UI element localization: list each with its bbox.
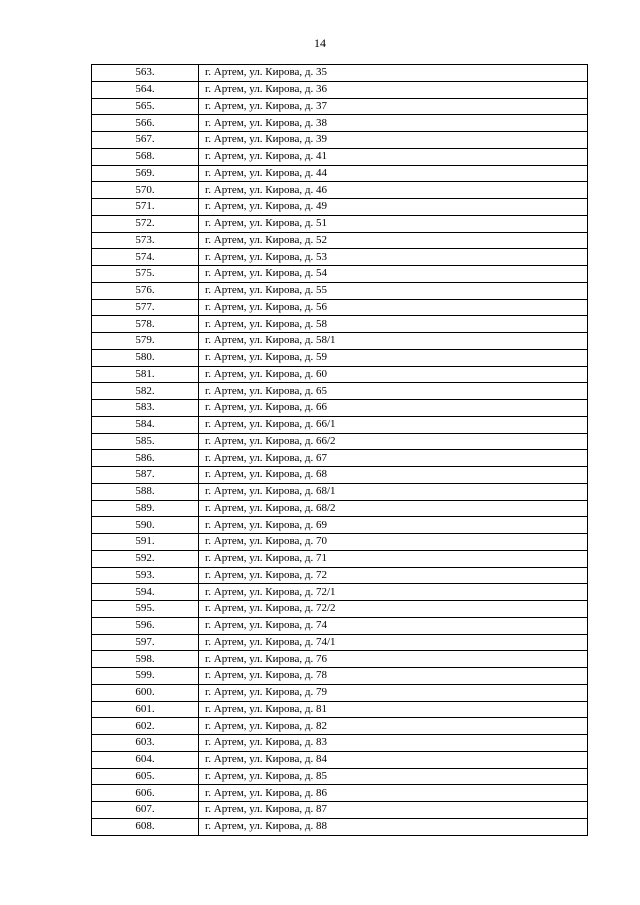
row-number-cell: 576.: [92, 282, 199, 299]
row-number-cell: 605.: [92, 768, 199, 785]
address-cell: г. Артем, ул. Кирова, д. 38: [199, 115, 588, 132]
row-number-cell: 586.: [92, 450, 199, 467]
address-table-body: [92, 65, 588, 836]
table-row: [92, 165, 588, 182]
row-number-cell: 564.: [92, 81, 199, 98]
address-cell: г. Артем, ул. Кирова, д. 44: [199, 165, 588, 182]
address-cell: г. Артем, ул. Кирова, д. 67: [199, 450, 588, 467]
row-number-cell: 604.: [92, 751, 199, 768]
table-row: [92, 483, 588, 500]
row-number-cell: 565.: [92, 98, 199, 115]
address-cell: г. Артем, ул. Кирова, д. 36: [199, 81, 588, 98]
table-row: [92, 115, 588, 132]
table-row: [92, 416, 588, 433]
row-number-cell: 563.: [92, 65, 199, 82]
address-cell: г. Артем, ул. Кирова, д. 56: [199, 299, 588, 316]
page-number: 14: [314, 36, 326, 50]
address-cell: г. Артем, ул. Кирова, д. 72: [199, 567, 588, 584]
address-cell: г. Артем, ул. Кирова, д. 58/1: [199, 333, 588, 350]
address-cell: г. Артем, ул. Кирова, д. 68: [199, 467, 588, 484]
table-row: [92, 400, 588, 417]
address-cell: г. Артем, ул. Кирова, д. 88: [199, 818, 588, 835]
address-cell: г. Артем, ул. Кирова, д. 54: [199, 266, 588, 283]
row-number-cell: 578.: [92, 316, 199, 333]
row-number-cell: 571.: [92, 199, 199, 216]
row-number-cell: 589.: [92, 500, 199, 517]
address-cell: г. Артем, ул. Кирова, д. 35: [199, 65, 588, 82]
table-row: [92, 768, 588, 785]
row-number-cell: 573.: [92, 232, 199, 249]
table-row: [92, 818, 588, 835]
row-number-cell: 569.: [92, 165, 199, 182]
table-row: [92, 701, 588, 718]
address-cell: г. Артем, ул. Кирова, д. 69: [199, 517, 588, 534]
address-cell: г. Артем, ул. Кирова, д. 86: [199, 785, 588, 802]
row-number-cell: 599.: [92, 668, 199, 685]
row-number-cell: 594.: [92, 584, 199, 601]
table-row: [92, 199, 588, 216]
address-cell: г. Артем, ул. Кирова, д. 85: [199, 768, 588, 785]
table-row: [92, 433, 588, 450]
table-row: [92, 601, 588, 618]
address-cell: г. Артем, ул. Кирова, д. 59: [199, 349, 588, 366]
table-row: [92, 299, 588, 316]
table-row: [92, 182, 588, 199]
address-cell: г. Артем, ул. Кирова, д. 66: [199, 400, 588, 417]
address-cell: г. Артем, ул. Кирова, д. 66/2: [199, 433, 588, 450]
row-number-cell: 580.: [92, 349, 199, 366]
row-number-cell: 588.: [92, 483, 199, 500]
table-row: [92, 668, 588, 685]
row-number-cell: 603.: [92, 735, 199, 752]
table-row: [92, 617, 588, 634]
table-row: [92, 349, 588, 366]
row-number-cell: 582.: [92, 383, 199, 400]
address-cell: г. Артем, ул. Кирова, д. 68/2: [199, 500, 588, 517]
table-row: [92, 467, 588, 484]
table-row: [92, 98, 588, 115]
table-row: [92, 550, 588, 567]
address-cell: г. Артем, ул. Кирова, д. 74/1: [199, 634, 588, 651]
table-row: [92, 333, 588, 350]
row-number-cell: 568.: [92, 148, 199, 165]
address-cell: г. Артем, ул. Кирова, д. 53: [199, 249, 588, 266]
table-row: [92, 316, 588, 333]
row-number-cell: 575.: [92, 266, 199, 283]
table-row: [92, 751, 588, 768]
row-number-cell: 597.: [92, 634, 199, 651]
table-row: [92, 684, 588, 701]
table-row: [92, 567, 588, 584]
row-number-cell: 592.: [92, 550, 199, 567]
row-number-cell: 583.: [92, 400, 199, 417]
row-number-cell: 598.: [92, 651, 199, 668]
table-row: [92, 148, 588, 165]
row-number-cell: 584.: [92, 416, 199, 433]
address-cell: г. Артем, ул. Кирова, д. 39: [199, 132, 588, 149]
address-cell: г. Артем, ул. Кирова, д. 72/2: [199, 601, 588, 618]
table-row: [92, 517, 588, 534]
table-row: [92, 366, 588, 383]
table-row: [92, 383, 588, 400]
address-cell: г. Артем, ул. Кирова, д. 52: [199, 232, 588, 249]
address-cell: г. Артем, ул. Кирова, д. 66/1: [199, 416, 588, 433]
address-cell: г. Артем, ул. Кирова, д. 81: [199, 701, 588, 718]
table-row: [92, 785, 588, 802]
row-number-cell: 572.: [92, 215, 199, 232]
row-number-cell: 566.: [92, 115, 199, 132]
row-number-cell: 600.: [92, 684, 199, 701]
address-cell: г. Артем, ул. Кирова, д. 37: [199, 98, 588, 115]
table-row: [92, 634, 588, 651]
address-cell: г. Артем, ул. Кирова, д. 71: [199, 550, 588, 567]
row-number-cell: 608.: [92, 818, 199, 835]
table-row: [92, 266, 588, 283]
address-cell: г. Артем, ул. Кирова, д. 70: [199, 534, 588, 551]
address-cell: г. Артем, ул. Кирова, д. 58: [199, 316, 588, 333]
table-row: [92, 735, 588, 752]
address-cell: г. Артем, ул. Кирова, д. 60: [199, 366, 588, 383]
table-row: [92, 651, 588, 668]
address-cell: г. Артем, ул. Кирова, д. 65: [199, 383, 588, 400]
row-number-cell: 587.: [92, 467, 199, 484]
row-number-cell: 579.: [92, 333, 199, 350]
address-cell: г. Артем, ул. Кирова, д. 79: [199, 684, 588, 701]
table-row: [92, 584, 588, 601]
address-cell: г. Артем, ул. Кирова, д. 82: [199, 718, 588, 735]
row-number-cell: 574.: [92, 249, 199, 266]
address-cell: г. Артем, ул. Кирова, д. 87: [199, 802, 588, 819]
address-cell: г. Артем, ул. Кирова, д. 78: [199, 668, 588, 685]
row-number-cell: 567.: [92, 132, 199, 149]
address-cell: г. Артем, ул. Кирова, д. 83: [199, 735, 588, 752]
row-number-cell: 601.: [92, 701, 199, 718]
table-row: [92, 249, 588, 266]
address-cell: г. Артем, ул. Кирова, д. 84: [199, 751, 588, 768]
row-number-cell: 581.: [92, 366, 199, 383]
row-number-cell: 577.: [92, 299, 199, 316]
row-number-cell: 591.: [92, 534, 199, 551]
row-number-cell: 595.: [92, 601, 199, 618]
table-row: [92, 65, 588, 82]
table-row: [92, 132, 588, 149]
row-number-cell: 585.: [92, 433, 199, 450]
table-row: [92, 718, 588, 735]
address-cell: г. Артем, ул. Кирова, д. 68/1: [199, 483, 588, 500]
address-table: [91, 64, 588, 836]
row-number-cell: 596.: [92, 617, 199, 634]
row-number-cell: 570.: [92, 182, 199, 199]
table-row: [92, 215, 588, 232]
address-cell: г. Артем, ул. Кирова, д. 55: [199, 282, 588, 299]
table-row: [92, 232, 588, 249]
row-number-cell: 607.: [92, 802, 199, 819]
address-cell: г. Артем, ул. Кирова, д. 46: [199, 182, 588, 199]
address-cell: г. Артем, ул. Кирова, д. 49: [199, 199, 588, 216]
table-row: [92, 282, 588, 299]
row-number-cell: 606.: [92, 785, 199, 802]
address-cell: г. Артем, ул. Кирова, д. 76: [199, 651, 588, 668]
row-number-cell: 602.: [92, 718, 199, 735]
table-row: [92, 534, 588, 551]
table-row: [92, 500, 588, 517]
table-row: [92, 802, 588, 819]
address-cell: г. Артем, ул. Кирова, д. 74: [199, 617, 588, 634]
address-cell: г. Артем, ул. Кирова, д. 51: [199, 215, 588, 232]
address-cell: г. Артем, ул. Кирова, д. 72/1: [199, 584, 588, 601]
address-cell: г. Артем, ул. Кирова, д. 41: [199, 148, 588, 165]
table-row: [92, 450, 588, 467]
row-number-cell: 593.: [92, 567, 199, 584]
table-row: [92, 81, 588, 98]
row-number-cell: 590.: [92, 517, 199, 534]
